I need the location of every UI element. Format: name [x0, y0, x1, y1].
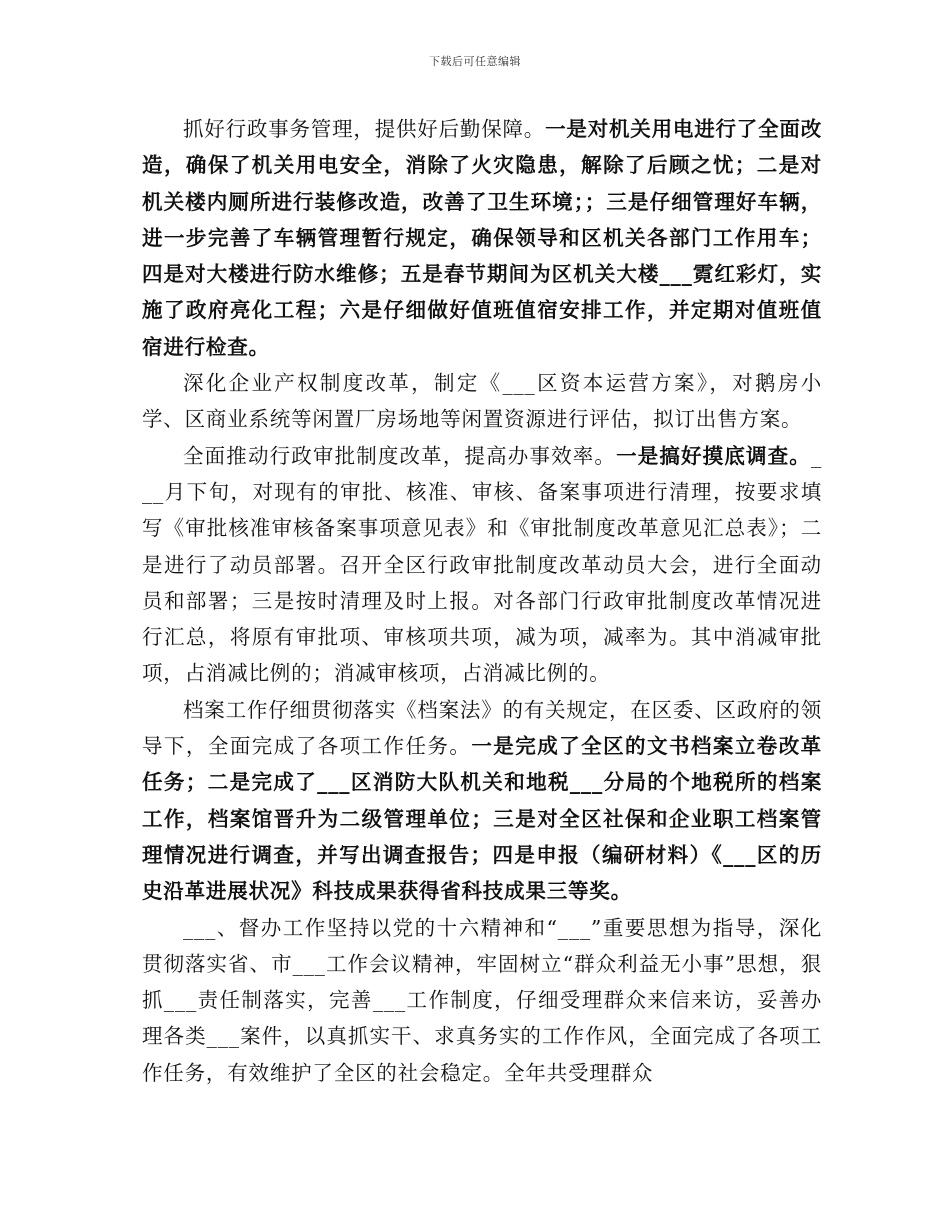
paragraph-lead-text: 深化企业产权制度改革，制定《___区资本运营方案》，对鹅房小学、区商业系统等闲置厂房场地等闲置资源进行评估，拟订出售方案。: [142, 371, 822, 432]
page-header: 下载后可任意编辑: [429, 55, 521, 68]
paragraph-lead-text: 抓好行政事务管理，提供好后勤保障。: [183, 117, 546, 141]
document-body: [142, 111, 822, 1091]
paragraph-bold-text: 一是搞好摸底调查。: [616, 443, 811, 468]
paragraph-bold-text: 一是对机关用电进行了全面改造，确保了机关用电安全，消除了火灾隐患，解除了后顾之忧；二是对机关楼内厕所进行装修改造，改善了卫生环境；；三是仔细管理好车辆，进一步完善了车辆管理暂行规定，确保领导和区机关各部门工作用车；四是对大楼进行防水维修；五是春节期间为区机关大楼___霓红彩灯，实施了政府亮化工程；六是仔细做好值班值宿安排工作，并定期对值班值宿进行检查。: [142, 117, 823, 359]
paragraph-bold-text: 一是完成了全区的文书档案立卷改革任务；二是完成了___区消防大队机关和地税___分局的个地税所的档案工作，档案馆晋升为二级管理单位；三是对全区社保和企业职工档案管理情况进行调查，并写出调查报告；四是申报（编研材料）《___区的历史沿革进展状况》科技成果获得省科技成果三等奖。: [142, 734, 822, 904]
paragraph-lead-text: 全面推动行政审批制度改革，提高办事效率。: [183, 443, 617, 468]
paragraph-admin-affairs: [142, 111, 822, 365]
paragraph-archives: [142, 692, 822, 910]
paragraph-supervision: [142, 910, 822, 1091]
paragraph-tail-text: ___月下旬，对现有的审批、核准、审核、备案事项进行清理，按要求填写《审批核准审核备案事项意见表》和《审批制度改革意见汇总表》；二是进行了动员部署。召开全区行政审批制度改革动员大会，进行全面动员和部署；三是按时清理及时上报。对各部门行政审批制度改革情况进行汇总，将原有审批项、审核项共项，减为项，减率为。其中消减审批项，占消减比例的；消减审核项，占消减比例的。: [142, 443, 823, 686]
paragraph-lead-text: 档案工作仔细贯彻落实《档案法》的有关规定，在区委、区政府的领导下，全面完成了各项工作任务。: [142, 697, 822, 759]
paragraph-property-reform: [142, 365, 822, 438]
paragraph-lead-text: ___、督办工作坚持以党的十六精神和“___”重要思想为指导，深化贯彻落实省、市___工作会议精神，牢固树立“群众利益无小事”思想，狠抓___责任制落实，完善___工作制度，仔细受理群众来信来访，妥善办理各类___案件，以真抓实干、求真务实的工作作风，全面完成了各项工作任务，有效维护了全区的社会稳定。全年共受理群众: [142, 915, 822, 1085]
paragraph-approval-reform: [142, 438, 822, 692]
